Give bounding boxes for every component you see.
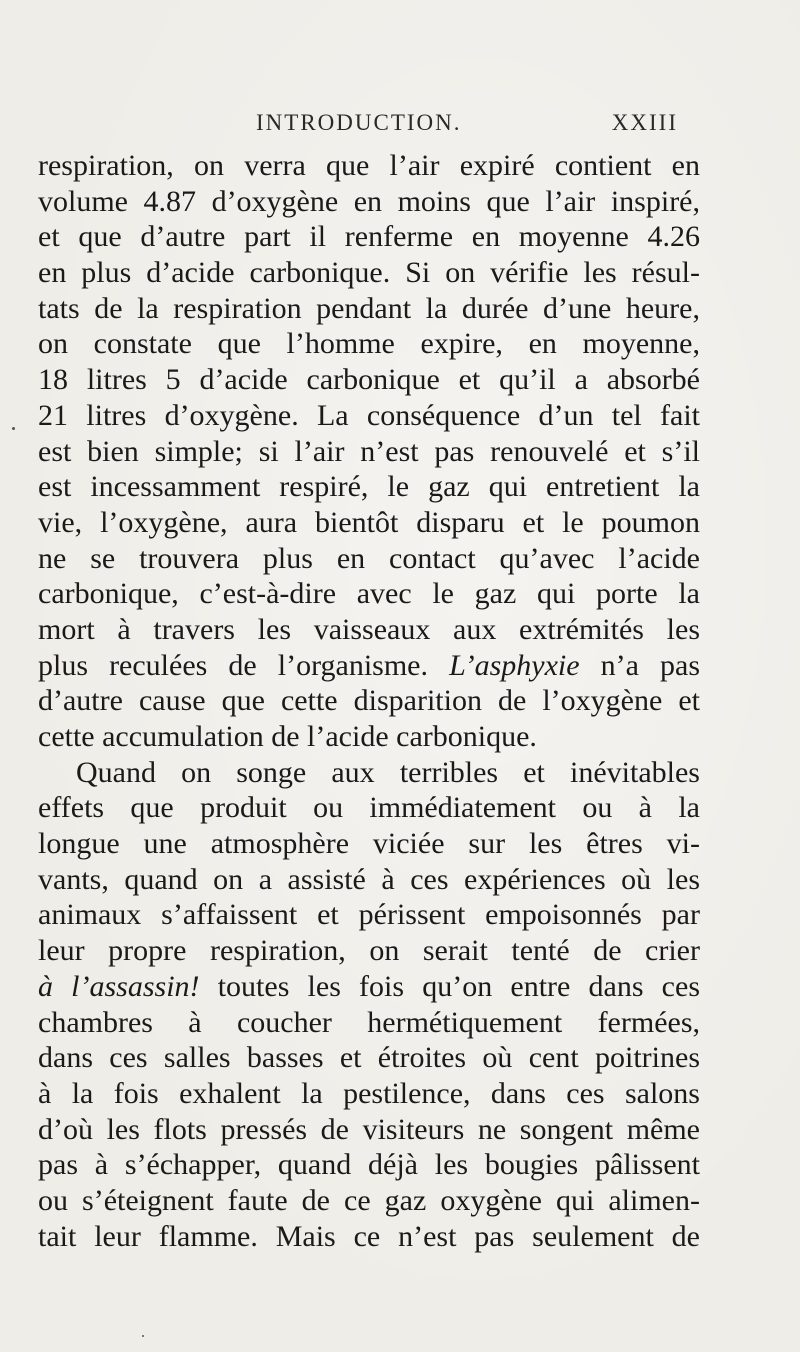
paragraph-start-line: Quand on songe aux terribles et inévitables [76,755,700,789]
text-line: d’où les flots pressés de visiteurs ne songent même [38,1112,700,1146]
text-line: longue une atmosphère viciée sur les êtres vi- [38,827,700,861]
running-head: INTRODUCTION. [256,110,462,135]
text-line: 18 litres 5 d’acide carbonique et qu’il a absorbé [38,363,700,397]
page-header [38,110,678,140]
text-line-asphyxie [38,648,700,684]
text-line: dans ces salles basses et étroites où cent poitrines [38,1041,700,1075]
text-line: carbonique, c’est-à-dire avec le gaz qui porte la [38,577,700,611]
text-line: pas à s’échapper, quand déjà les bougies pâlissent [38,1148,700,1182]
text-line: on constate que l’homme expire, en moyenne, [38,327,700,361]
text-line: animaux s’affaissent et périssent empoisonnés par [38,898,700,932]
italic-exclamation: à l’assassin! [38,969,200,1003]
paragraph-end-line: cette accumulation de l’acide carbonique. [38,720,537,753]
paper-speck [142,1335,144,1337]
text-line: effets que produit ou immédiatement ou à la [38,791,700,825]
text-line: mort à travers les vaisseaux aux extrémités les [38,612,700,646]
paper-speck [12,427,15,430]
text-line: d’autre cause que cette disparition de l’oxygène et [38,684,700,718]
text-line: à la fois exhalent la pestilence, dans ces salons [38,1076,700,1110]
text-line: tait leur flamme. Mais ce n’est pas seulement de [38,1219,700,1253]
text-segment: toutes les fois qu’on entre dans ces [199,969,700,1003]
text-line: 21 litres d’oxygène. La conséquence d’un tel fait [38,398,700,432]
italic-term: L’asphyxie [449,648,580,682]
body-text [38,148,700,1254]
text-line: est bien simple; si l’air n’est pas renouvelé et s’il [38,434,700,468]
page-number: XXIII [611,110,678,135]
text-line: respiration, on verra que l’air expiré contient en [38,149,700,182]
text-line: vants, quand on a assisté à ces expériences où les [38,862,700,896]
text-line: en plus d’acide carbonique. Si on vérifie les résul- [38,256,700,290]
text-line: tats de la respiration pendant la durée d’une heure, [38,291,700,325]
text-line: volume 4.87 d’oxygène en moins que l’air inspiré, [38,184,700,218]
text-segment: n’a pas [579,648,700,682]
text-line: chambres à coucher hermétiquement fermées, [38,1005,700,1039]
text-line: leur propre respiration, on serait tenté de crier [38,934,700,968]
text-line: ne se trouvera plus en contact qu’avec l’acide [38,541,700,575]
text-segment: plus reculées de l’organisme. [38,648,450,682]
text-line: est incessamment respiré, le gaz qui entretient la [38,470,700,504]
text-line: ou s’éteignent faute de ce gaz oxygène qui alimen- [38,1183,700,1217]
text-line: vie, l’oxygène, aura bientôt disparu et le poumon [38,505,700,539]
text-line-assassin [38,969,700,1005]
text-line: et que d’autre part il renferme en moyenne 4.26 [38,220,700,254]
